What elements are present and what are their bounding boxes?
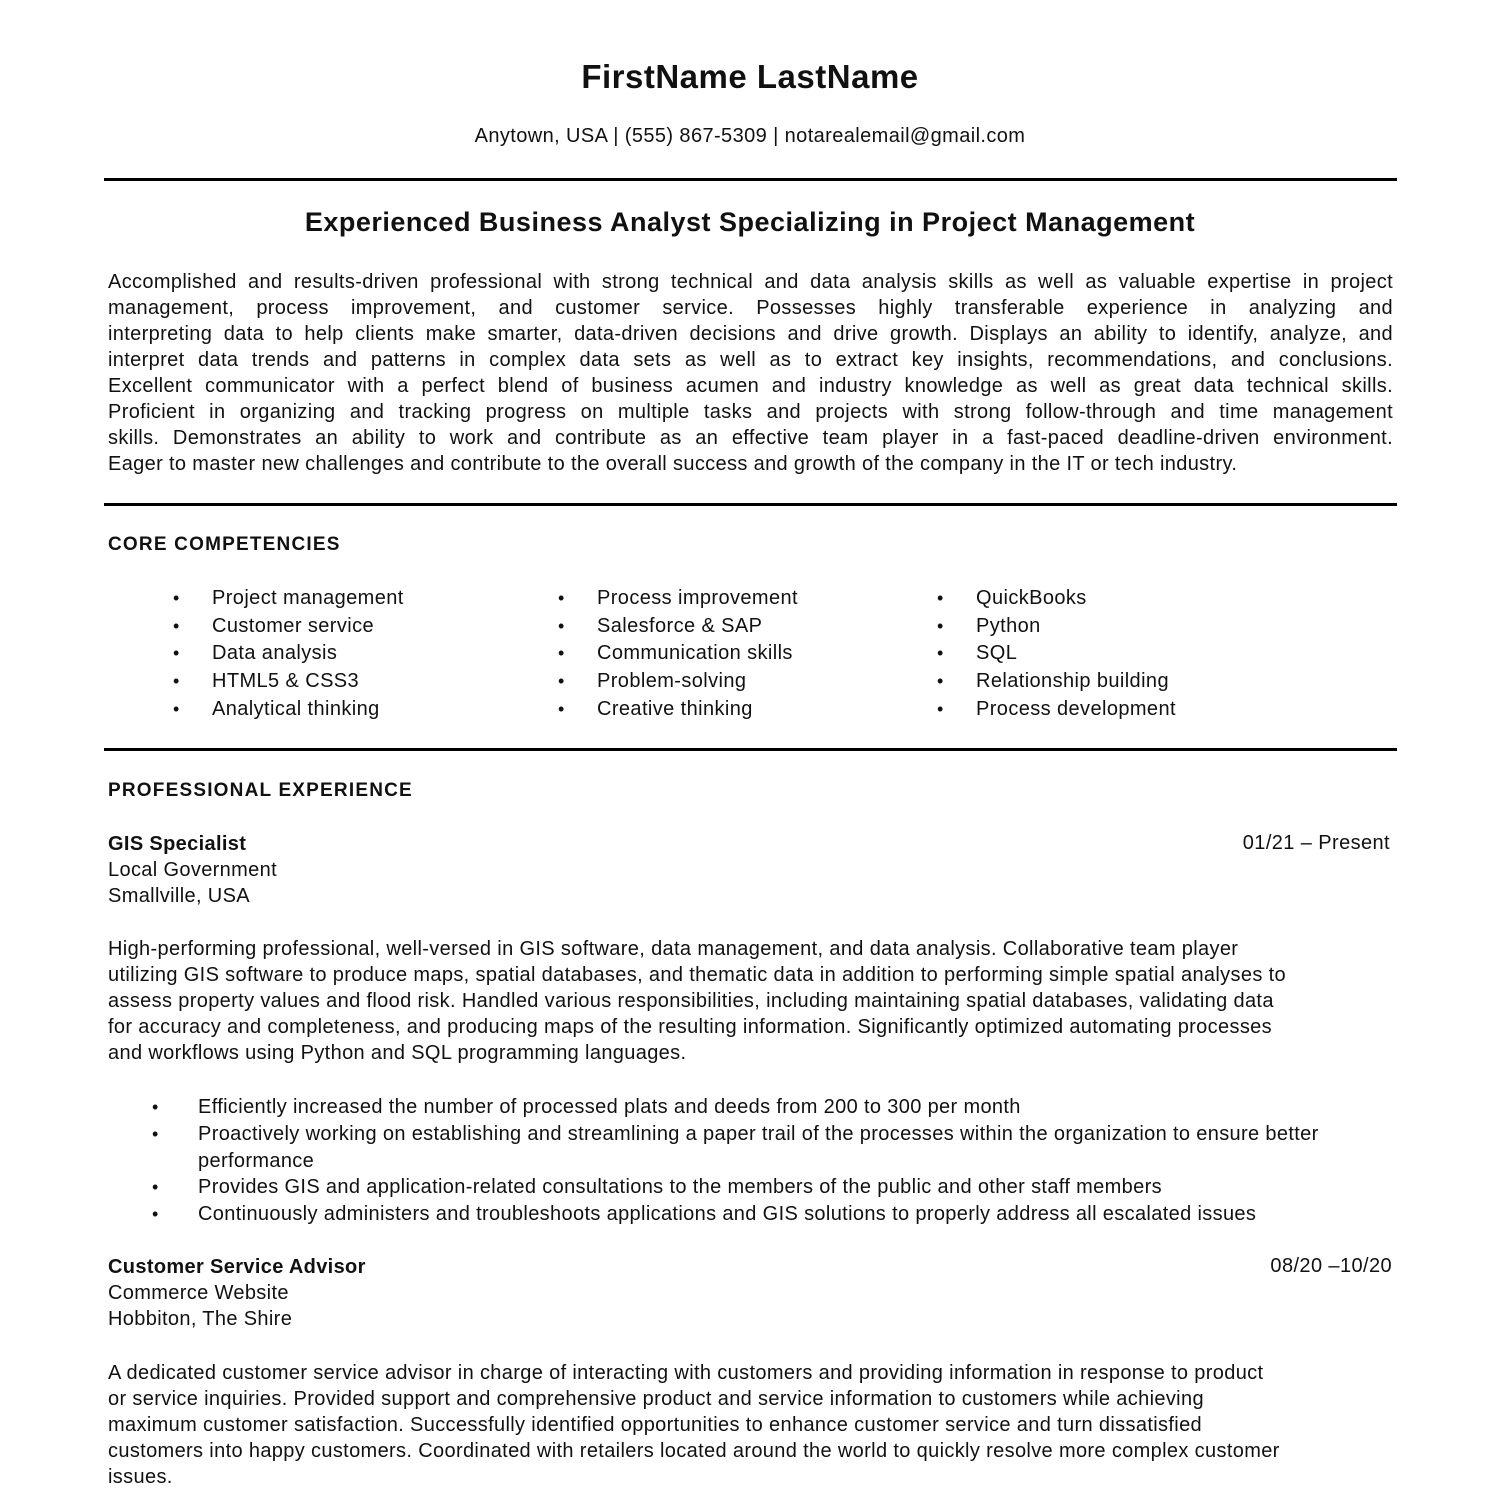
bullet-icon: • xyxy=(558,671,565,692)
resume-headline: Experienced Business Analyst Specializing in Project Management xyxy=(304,207,1196,237)
competency-label: Relationship building xyxy=(976,670,1169,693)
description-line: for accuracy and completeness, and producing maps of the resulting information. Significantly optimized automating processes xyxy=(108,1016,1272,1038)
achievement-text: Proactively working on establishing and streamlining a paper trail of the processes within the organization to ensure better performance xyxy=(198,1122,1319,1172)
contact-info: Anytown, USA | (555) 867-5309 | notarealemail@gmail.com xyxy=(474,125,1026,147)
summary-line: interpret data trends and patterns in complex data sets as well as to extract key insights, recommendations, and conclusions. xyxy=(108,349,1393,371)
description-line: utilizing GIS software to produce maps, spatial databases, and thematic data in addition to performing simple spatial analyses to xyxy=(108,964,1286,986)
description-line: High-performing professional, well-versed in GIS software, data management, and data analysis. Collaborative team player xyxy=(108,938,1239,960)
description-line: issues. xyxy=(108,1466,173,1488)
bullet-icon: • xyxy=(558,615,565,636)
description-line: A dedicated customer service advisor in charge of interacting with customers and providing information in response to product xyxy=(108,1362,1264,1384)
job-company: Commerce Website xyxy=(108,1282,289,1304)
competency-label: HTML5 & CSS3 xyxy=(212,670,360,693)
competency-label: Data analysis xyxy=(212,642,338,665)
section-heading-experience: PROFESSIONAL EXPERIENCE xyxy=(108,780,413,801)
bullet-icon: • xyxy=(558,698,565,719)
summary-line: management, process improvement, and customer service. Possesses highly transferable experience in analyzing and xyxy=(108,297,1393,319)
bullet-icon: • xyxy=(937,671,944,692)
summary-line: Eager to master new challenges and contribute to the overall success and growth of the company in the IT or tech industry. xyxy=(108,453,1238,475)
achievement-text: Continuously administers and troubleshoots applications and GIS solutions to properly address all escalated issues xyxy=(198,1203,1257,1226)
competency-label: Process development xyxy=(976,697,1176,720)
bullet-icon: • xyxy=(173,698,180,719)
summary-line: interpreting data to help clients make smarter, data-driven decisions and drive growth. Displays an ability to identify, analyze, and xyxy=(108,323,1393,345)
bullet-icon: • xyxy=(558,588,565,608)
description-line: or service inquiries. Provided support and comprehensive product and service information to customers while achieving xyxy=(108,1388,1204,1410)
description-line: and workflows using Python and SQL programming languages. xyxy=(108,1042,687,1064)
bullet-icon: • xyxy=(152,1177,159,1198)
job-company: Local Government xyxy=(108,859,278,881)
achievement-list xyxy=(152,1094,1392,1228)
summary-line: Excellent communicator with a perfect blend of business acumen and industry knowledge as well as great data technical skills. xyxy=(108,375,1393,397)
competency-label: Python xyxy=(976,614,1041,637)
description-line: maximum customer satisfaction. Successfully identified opportunities to enhance customer service and turn dissatisfied xyxy=(108,1414,1203,1436)
achievement-text: Efficiently increased the number of processed plats and deeds from 200 to 300 per month xyxy=(198,1096,1021,1118)
competency-label: Communication skills xyxy=(597,642,793,665)
achievement-text: Provides GIS and application-related consultations to the members of the public and other staff members xyxy=(198,1176,1162,1199)
summary-paragraph xyxy=(108,269,1393,477)
bullet-icon: • xyxy=(152,1204,159,1225)
bullet-icon: • xyxy=(152,1097,159,1117)
summary-line: Proficient in organizing and tracking progress on multiple tasks and projects with strong follow-through and time management xyxy=(108,401,1393,423)
competency-label: Process improvement xyxy=(597,587,798,609)
bullet-icon: • xyxy=(558,643,565,664)
job-header xyxy=(108,831,1393,909)
job-dates: 01/21 – Present xyxy=(1242,832,1390,854)
competency-label: QuickBooks xyxy=(976,587,1087,609)
bullet-icon: • xyxy=(937,588,944,608)
description-line: customers into happy customers. Coordinated with retailers located around the world to quickly resolve more complex customer xyxy=(108,1440,1280,1462)
job-description xyxy=(108,1360,1393,1490)
job-description xyxy=(108,936,1393,1066)
achievement-item xyxy=(152,1094,1392,1121)
description-line: assess property values and flood risk. Handled various responsibilities, including maintaining spatial databases, validating data xyxy=(108,990,1274,1012)
job-title: Customer Service Advisor xyxy=(108,1256,366,1278)
job-dates: 08/20 –10/20 xyxy=(1270,1255,1392,1277)
competency-label: Creative thinking xyxy=(597,697,753,720)
job-location: Hobbiton, The Shire xyxy=(108,1308,293,1330)
bullet-icon: • xyxy=(937,615,944,636)
bullet-icon: • xyxy=(937,643,944,664)
job-title: GIS Specialist xyxy=(108,833,247,855)
divider xyxy=(104,178,1397,181)
bullet-icon: • xyxy=(173,643,180,664)
bullet-icon: • xyxy=(152,1123,159,1144)
competency-label: Project management xyxy=(212,587,404,609)
achievement-item xyxy=(152,1174,1392,1201)
section-heading-competencies: CORE COMPETENCIES xyxy=(108,534,341,555)
competency-label: Salesforce & SAP xyxy=(597,614,763,637)
achievement-item xyxy=(152,1201,1392,1228)
bullet-icon: • xyxy=(173,671,180,692)
summary-line: skills. Demonstrates an ability to work and contribute as an effective team player in a fast-paced deadline-driven environment. xyxy=(108,427,1393,449)
bullet-icon: • xyxy=(937,698,944,719)
bullet-icon: • xyxy=(173,588,180,608)
job-header xyxy=(108,1254,1393,1332)
competency-label: SQL xyxy=(976,642,1018,665)
competency-label: Customer service xyxy=(212,614,374,637)
divider xyxy=(104,748,1397,751)
candidate-name: FirstName LastName xyxy=(581,58,919,95)
competency-label: Analytical thinking xyxy=(212,697,380,720)
summary-line: Accomplished and results-driven professional with strong technical and data analysis skills as well as valuable expertise in project xyxy=(108,271,1393,293)
achievement-item xyxy=(152,1121,1392,1175)
job-location: Smallville, USA xyxy=(108,885,250,907)
competency-label: Problem-solving xyxy=(597,670,747,693)
divider xyxy=(104,503,1397,506)
bullet-icon: • xyxy=(173,615,180,636)
